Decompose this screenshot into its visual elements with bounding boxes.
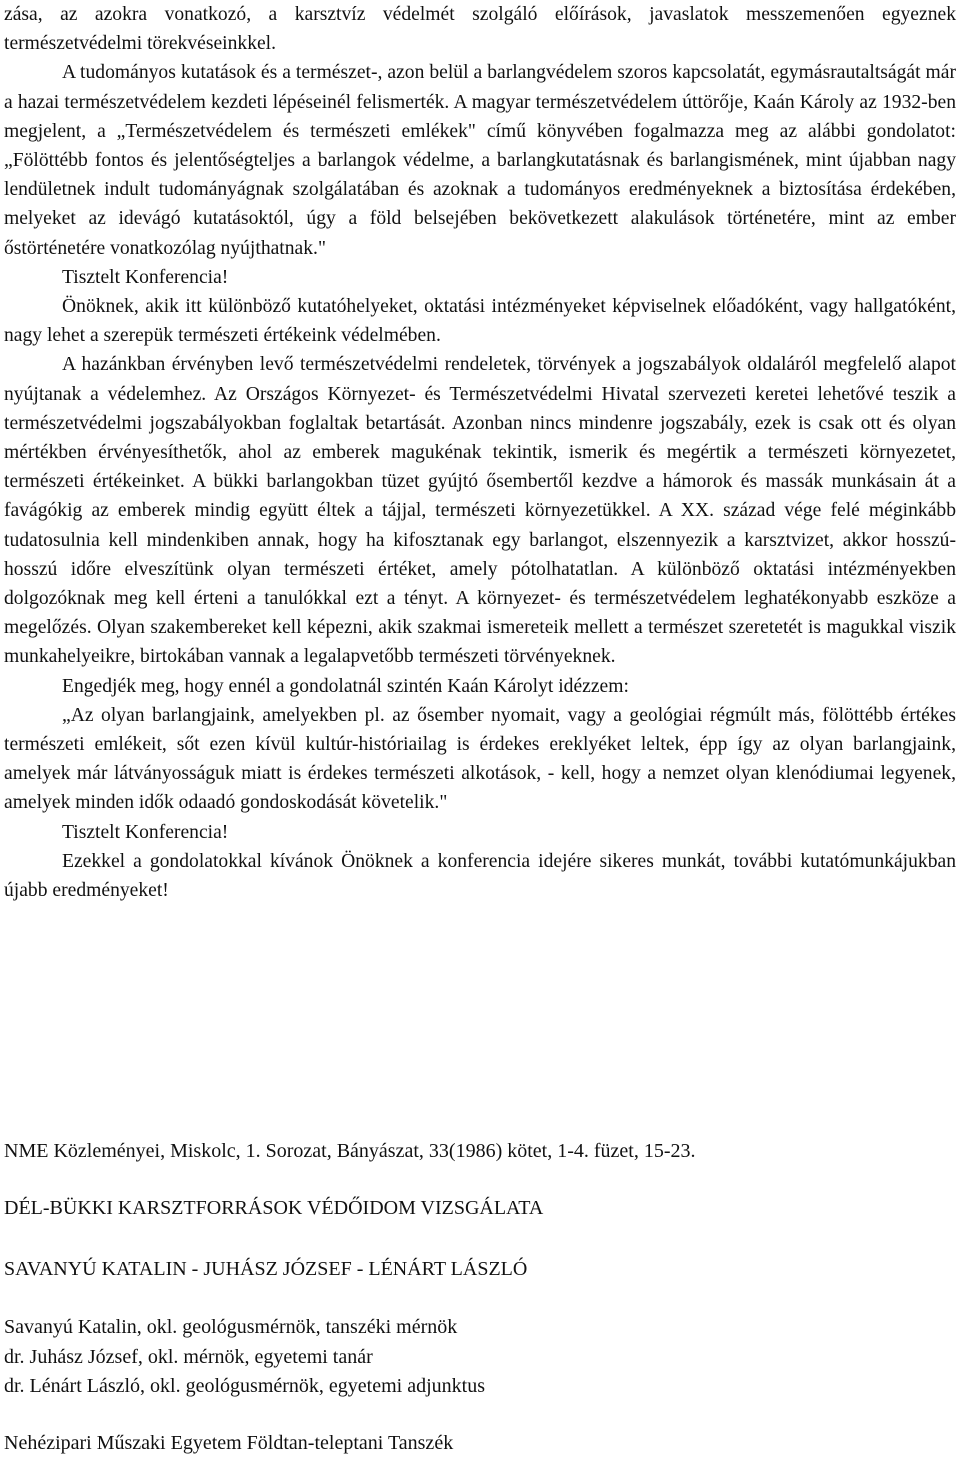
salutation: Tisztelt Konferencia! (62, 821, 229, 843)
department: Nehézipari Műszaki Egyetem Földtan-teleptani Tanszék (4, 1432, 454, 1454)
article-title: DÉL-BÜKKI KARSZTFORRÁSOK VÉDŐIDOM VIZSGÁLATA (4, 1197, 544, 1219)
paragraph: Önöknek, akik itt különböző kutatóhelyeket, oktatási intézményeket képviselnek előadóként, vagy hallgatóként, nagy lehet a szerepük természeti értékeink védelmében. (4, 296, 956, 347)
paragraph: Ezekkel a gondolatokkal kívánok Önöknek a konferencia idejére sikeres munkát, további kutatómunkájukban újabb eredményeket! (4, 850, 956, 902)
publication-reference: NME Közleményei, Miskolc, 1. Sorozat, Bányászat, 33(1986) kötet, 1-4. füzet, 15-23. (4, 1140, 696, 1162)
authors-line: SAVANYÚ KATALIN - JUHÁSZ JÓZSEF - LÉNÁRT LÁSZLÓ (4, 1258, 528, 1280)
body-text (4, 0, 956, 905)
paragraph: A hazánkban érvényben levő természetvédelmi rendeletek, törvények a jogszabályok oldaláról megfelelő alapot nyújtanak a védelemhez. Az Országos Környezet- és Természetvédelmi Hivatal szervezeti keretei lehetővé teszik a természetvédelmi jogszabályokban foglaltak betartását. Azonban nincs mindenre jogszabály, ezek is csak ott és olyan mértékben érvényesíthetők, ahol az emberek magukénak tekintik, ismerik és megértik a természeti környezetet, természeti értékeinket. A bükki barlangokban tüzet gyújtó ősembertől kezdve a hámorok és massák munkásain át a favágókig az emberek mindig együtt éltek a tájjal, természeti környezetükkel. A XX. század vége felé méginkább tudatosulnia kell mindenkiben annak, hogy ha kifosztanak egy barlangot, elszennyezik a karsztvizet, akkor hosszú-hosszú időre elveszítünk olyan természeti értéket, amely pótolhatatlan. A különböző oktatási intézményekben dolgozóknak meg kell érteni a tanulókkal ezt a tényt. A környezet- és természetvédelem leghatékonyabb eszköze a megelőzés. Olyan szakembereket kell képezni, akik szakmai ismereteik mellett a természet szeretetét is magukkal viszik munkahelyeikre, birtokában vannak a legalapvetőbb természeti törvényeknek. (4, 354, 956, 668)
paragraph: zása, az azokra vonatkozó, a karsztvíz védelmét szolgáló előírások, javaslatok messzemenően egyeznek természetvédelmi törekvéseinkkel. (4, 4, 956, 55)
document-page (4, 0, 956, 905)
affiliation-line: dr. Juhász József, okl. mérnök, egyetemi tanár (4, 1345, 373, 1368)
affiliations (4, 1313, 956, 1402)
quotation: „Az olyan barlangjaink, amelyekben pl. az ősember nyomait, vagy a geológiai régmúlt más, fölöttébb értékes természeti emlékeit, sőt ezen kívül kultúr-históriailag is érdekes ereklyéket leltek, épp így az olyan barlangjaink, amelyek már látványosságuk miatt is érdekes természeti alkotások, - kell, hogy a nemzet olyan klenódiumai legyenek, amelyek minden idők odaadó gondoskodását követelik." (4, 704, 956, 814)
salutation: Tisztelt Konferencia! (62, 266, 229, 288)
affiliation-line: dr. Lénárt László, okl. geológusmérnök, egyetemi adjunktus (4, 1375, 485, 1397)
paragraph: A tudományos kutatások és a természet-, azon belül a barlangvédelem szoros kapcsolatát, egymásrautaltságát már a hazai természetvédelem kezdeti lépéseinél felismerték. A magyar természetvédelem úttörője, Kaán Károly az 1932-ben megjelent, a „Természetvédelem és természeti emlékek" című könyvében fogalmazza meg az alábbi gondolatot: „Fölöttébb fontos és jelentőségteljes a barlangok védelme, a barlangkutatásnak és barlangismének, mint újabban nagy lendületnek indult tudományágnak szolgálatában és azoknak a tudományos eredményeknek a biztosítása érdekében, melyeket az idevágó kutatásoktól, úgy a föld belsejében bekövetkezett alakulások történetére, mint az ember őstörténetére vonatkozólag nyújthatnak." (4, 62, 956, 259)
paragraph: Engedjék meg, hogy ennél a gondolatnál szintén Kaán Károlyt idézzem: (62, 675, 629, 697)
affiliation-line: Savanyú Katalin, okl. geológusmérnök, tanszéki mérnök (4, 1316, 458, 1338)
